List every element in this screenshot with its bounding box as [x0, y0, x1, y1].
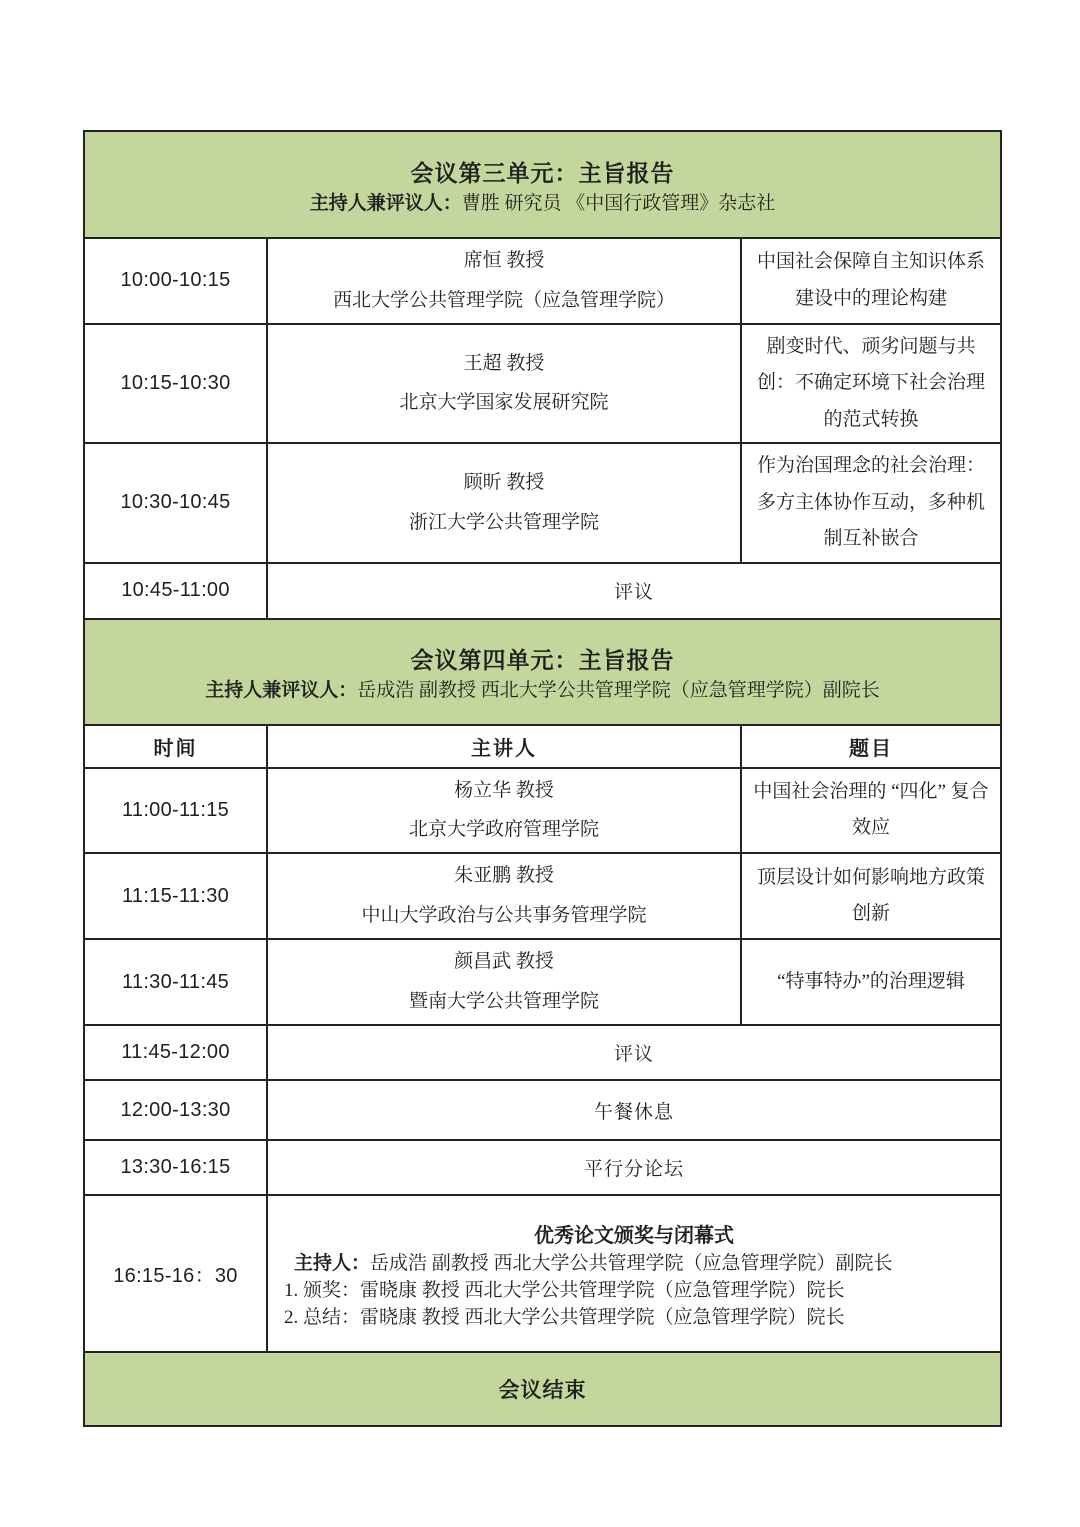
table-row — [84, 1025, 1001, 1080]
session4-header-row — [84, 619, 1001, 725]
topic-cell: 中国社会治理的 “四化” 复合效应 — [741, 768, 1001, 854]
speaker-org: 中山大学政治与公共事务管理学院 — [361, 905, 647, 927]
time-cell: 10:00-10:15 — [84, 238, 267, 324]
session3-host-text: 曹胜 研究员 《中国行政管理》杂志社 — [461, 192, 776, 214]
time-cell: 10:45-11:00 — [84, 563, 267, 619]
review-cell: 评议 — [267, 563, 1001, 619]
speaker-org: 暨南大学公共管理学院 — [408, 991, 599, 1013]
session4-host-line — [91, 675, 994, 702]
session3-header-row — [84, 131, 1001, 238]
table-row — [84, 939, 1001, 1025]
table-row — [84, 443, 1001, 562]
table-row — [84, 1140, 1001, 1195]
speaker-cell — [267, 443, 741, 562]
time-cell: 10:30-10:45 — [84, 443, 267, 562]
speaker-cell — [267, 238, 741, 324]
speaker-org: 西北大学公共管理学院（应急管理学院） — [332, 289, 675, 311]
speaker-name: 王超 教授 — [463, 352, 545, 374]
session3-host-label: 主持人兼评议人： — [309, 192, 462, 214]
session3-host-line — [91, 188, 994, 215]
session4-title: 会议第四单元：主旨报告 — [410, 647, 675, 673]
time-cell: 16:15-16：30 — [84, 1195, 267, 1352]
speaker-org: 北京大学国家发展研究院 — [399, 392, 609, 414]
closing-host-label: 主持人： — [294, 1252, 371, 1274]
session3-header-cell — [84, 131, 1001, 238]
speaker-name: 顾昕 教授 — [463, 472, 545, 493]
conference-end-cell — [84, 1352, 1001, 1426]
closing-host-text: 岳成浩 副教授 西北大学公共管理学院（应急管理学院）副院长 — [370, 1252, 893, 1274]
conference-end-label: 会议结束 — [498, 1378, 587, 1403]
table-row — [84, 324, 1001, 443]
topic-cell: 顶层设计如何影响地方政策创新 — [741, 853, 1001, 939]
speaker-name: 杨立华 教授 — [454, 779, 554, 801]
time-cell: 13:30-16:15 — [84, 1140, 267, 1195]
topic-cell: 剧变时代、顽劣问题与共创：不确定环境下社会治理的范式转换 — [741, 324, 1001, 443]
table-row — [84, 768, 1001, 854]
speaker-name: 颜昌武 教授 — [454, 951, 554, 973]
topic-cell: “特事特办”的治理逻辑 — [741, 939, 1001, 1025]
time-cell: 11:30-11:45 — [84, 939, 267, 1025]
lunch-break-cell: 午餐休息 — [267, 1080, 1001, 1140]
speaker-org: 北京大学政府管理学院 — [408, 819, 599, 841]
closing-ceremony-row — [84, 1195, 1001, 1352]
speaker-name: 席恒 教授 — [463, 250, 545, 271]
session4-host-text: 岳成浩 副教授 西北大学公共管理学院（应急管理学院）副院长 — [357, 679, 880, 701]
closing-item-summary: 2. 总结：雷晓康 教授 西北大学公共管理学院（应急管理学院）院长 — [284, 1306, 845, 1328]
speaker-cell — [267, 324, 741, 443]
column-header-row — [84, 725, 1001, 768]
speaker-org: 浙江大学公共管理学院 — [408, 511, 599, 533]
conference-schedule-table — [83, 130, 1002, 1427]
closing-title: 优秀论文颁奖与闭幕式 — [534, 1224, 734, 1247]
closing-item-award: 1. 颁奖：雷晓康 教授 西北大学公共管理学院（应急管理学院）院长 — [284, 1279, 845, 1301]
time-cell: 11:45-12:00 — [84, 1025, 267, 1080]
column-header-speaker: 主讲人 — [267, 725, 741, 768]
column-header-topic: 题目 — [741, 725, 1001, 768]
session4-header-cell — [84, 619, 1001, 725]
speaker-cell — [267, 939, 741, 1025]
table-row — [84, 238, 1001, 324]
speaker-name: 朱亚鹏 教授 — [454, 865, 554, 887]
speaker-cell — [267, 853, 741, 939]
time-cell: 10:15-10:30 — [84, 324, 267, 443]
review-cell: 评议 — [267, 1025, 1001, 1080]
speaker-cell — [267, 768, 741, 854]
time-cell: 11:15-11:30 — [84, 853, 267, 939]
topic-cell: 中国社会保障自主知识体系建设中的理论构建 — [741, 238, 1001, 324]
topic-cell: 作为治国理念的社会治理：多方主体协作互动，多种机制互补嵌合 — [741, 443, 1001, 562]
table-row — [84, 1080, 1001, 1140]
table-row — [84, 853, 1001, 939]
time-cell: 12:00-13:30 — [84, 1080, 267, 1140]
time-cell: 11:00-11:15 — [84, 768, 267, 854]
column-header-time: 时间 — [84, 725, 267, 768]
table-row — [84, 563, 1001, 619]
closing-ceremony-cell — [267, 1195, 1001, 1352]
parallel-forum-cell: 平行分论坛 — [267, 1140, 1001, 1195]
session3-title: 会议第三单元：主旨报告 — [410, 160, 675, 186]
conference-agenda-page — [83, 130, 1002, 1427]
conference-end-row — [84, 1352, 1001, 1426]
closing-host-line — [278, 1248, 990, 1275]
session4-host-label: 主持人兼评议人： — [205, 679, 358, 701]
